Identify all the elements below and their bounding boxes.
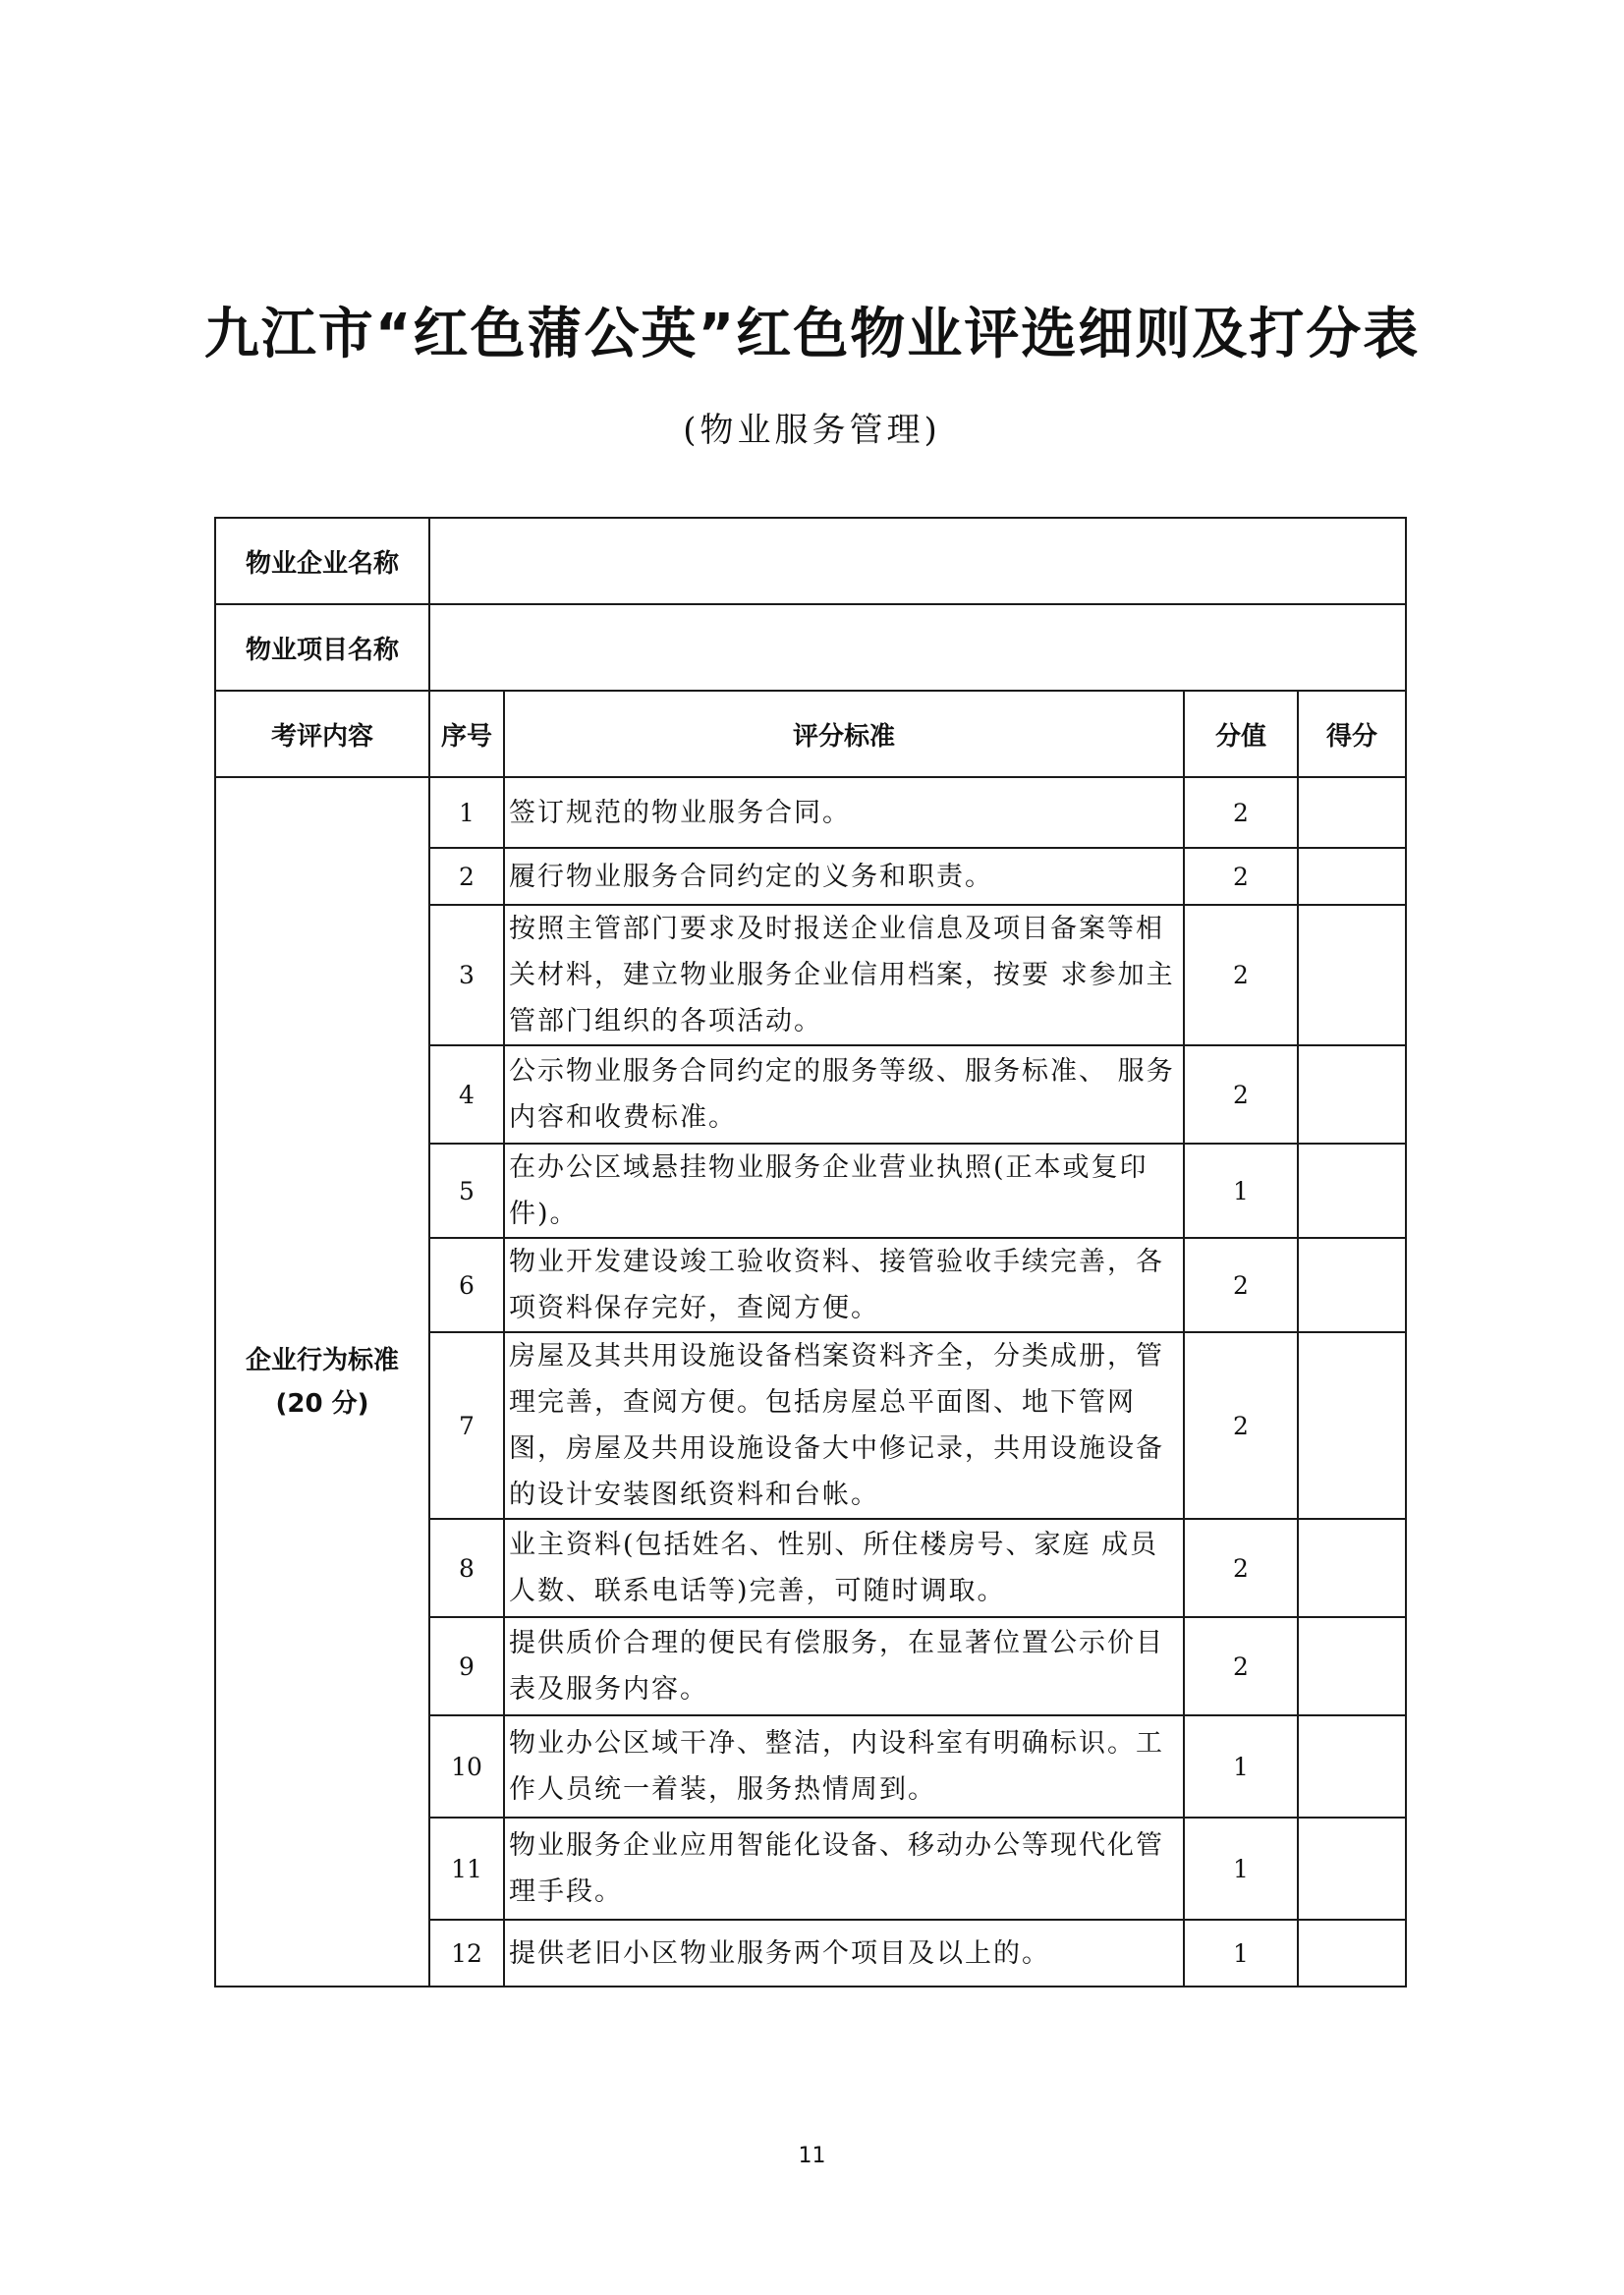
row-standard: 业主资料(包括姓名、性别、所住楼房号、家庭 成员人数、联系电话等)完善，可随时调取。 [504, 1519, 1184, 1617]
row-points: 2 [1184, 848, 1298, 905]
row-points: 1 [1184, 1715, 1298, 1818]
row-standard: 按照主管部门要求及时报送企业信息及项目备案等相关材料，建立物业服务企业信用档案，按要 求参加主管部门组织的各项活动。 [504, 905, 1184, 1045]
row-seq: 10 [429, 1715, 504, 1818]
row-standard: 提供质价合理的便民有偿服务，在显著位置公示价目表及服务内容。 [504, 1617, 1184, 1715]
row-points: 1 [1184, 1818, 1298, 1920]
row-seq: 3 [429, 905, 504, 1045]
project-name-field[interactable] [429, 604, 1406, 691]
row-points: 2 [1184, 1045, 1298, 1144]
row-score-field[interactable] [1298, 905, 1406, 1045]
table-row [215, 777, 1406, 848]
category-name: 企业行为标准 [245, 1345, 399, 1375]
row-score-field[interactable] [1298, 1238, 1406, 1332]
row-points: 2 [1184, 905, 1298, 1045]
category-total: (20 分) [275, 1388, 369, 1419]
row-score-field[interactable] [1298, 1920, 1406, 1987]
row-points: 1 [1184, 1920, 1298, 1987]
row-standard: 在办公区域悬挂物业服务企业营业执照(正本或复印件)。 [504, 1144, 1184, 1238]
row-standard: 签订规范的物业服务合同。 [504, 777, 1184, 848]
header-category: 考评内容 [215, 691, 429, 777]
company-name-label: 物业企业名称 [215, 518, 429, 604]
row-points: 2 [1184, 1617, 1298, 1715]
row-score-field[interactable] [1298, 1818, 1406, 1920]
category-cell [215, 777, 429, 1987]
row-standard: 物业办公区域干净、整洁，内设科室有明确标识。工作人员统一着装，服务热情周到。 [504, 1715, 1184, 1818]
row-standard: 履行物业服务合同约定的义务和职责。 [504, 848, 1184, 905]
row-score-field[interactable] [1298, 777, 1406, 848]
row-seq: 2 [429, 848, 504, 905]
row-score-field[interactable] [1298, 1519, 1406, 1617]
scoring-table [214, 517, 1407, 1987]
row-seq: 8 [429, 1519, 504, 1617]
row-seq: 1 [429, 777, 504, 848]
row-standard: 物业服务企业应用智能化设备、移动办公等现代化管理手段。 [504, 1818, 1184, 1920]
row-seq: 12 [429, 1920, 504, 1987]
row-score-field[interactable] [1298, 1045, 1406, 1144]
document-subtitle: (物业服务管理) [683, 411, 941, 450]
row-seq: 7 [429, 1332, 504, 1519]
row-seq: 4 [429, 1045, 504, 1144]
page-number: 11 [798, 2144, 826, 2168]
row-score-field[interactable] [1298, 1617, 1406, 1715]
row-points: 2 [1184, 1519, 1298, 1617]
row-points: 1 [1184, 1144, 1298, 1238]
row-score-field[interactable] [1298, 1332, 1406, 1519]
row-score-field[interactable] [1298, 1144, 1406, 1238]
header-standard: 评分标准 [504, 691, 1184, 777]
row-seq: 6 [429, 1238, 504, 1332]
row-standard: 物业开发建设竣工验收资料、接管验收手续完善，各项资料保存完好，查阅方便。 [504, 1238, 1184, 1332]
company-name-row [215, 518, 1406, 604]
row-score-field[interactable] [1298, 848, 1406, 905]
row-score-field[interactable] [1298, 1715, 1406, 1818]
row-standard: 公示物业服务合同约定的服务等级、服务标准、 服务内容和收费标准。 [504, 1045, 1184, 1144]
table-header-row [215, 691, 1406, 777]
row-standard: 房屋及其共用设施设备档案资料齐全，分类成册，管理完善，查阅方便。包括房屋总平面图、地下管网图，房屋及共用设施设备大中修记录，共用设施设备的设计安装图纸资料和台帐。 [504, 1332, 1184, 1519]
row-seq: 9 [429, 1617, 504, 1715]
row-standard: 提供老旧小区物业服务两个项目及以上的。 [504, 1920, 1184, 1987]
document-title: 九江市“红色蒲公英”红色物业评选细则及打分表 [203, 303, 1421, 366]
row-points: 2 [1184, 1238, 1298, 1332]
header-seq: 序号 [429, 691, 504, 777]
row-points: 2 [1184, 777, 1298, 848]
row-seq: 5 [429, 1144, 504, 1238]
company-name-field[interactable] [429, 518, 1406, 604]
header-score: 得分 [1298, 691, 1406, 777]
header-points: 分值 [1184, 691, 1298, 777]
row-seq: 11 [429, 1818, 504, 1920]
row-points: 2 [1184, 1332, 1298, 1519]
project-name-row [215, 604, 1406, 691]
project-name-label: 物业项目名称 [215, 604, 429, 691]
